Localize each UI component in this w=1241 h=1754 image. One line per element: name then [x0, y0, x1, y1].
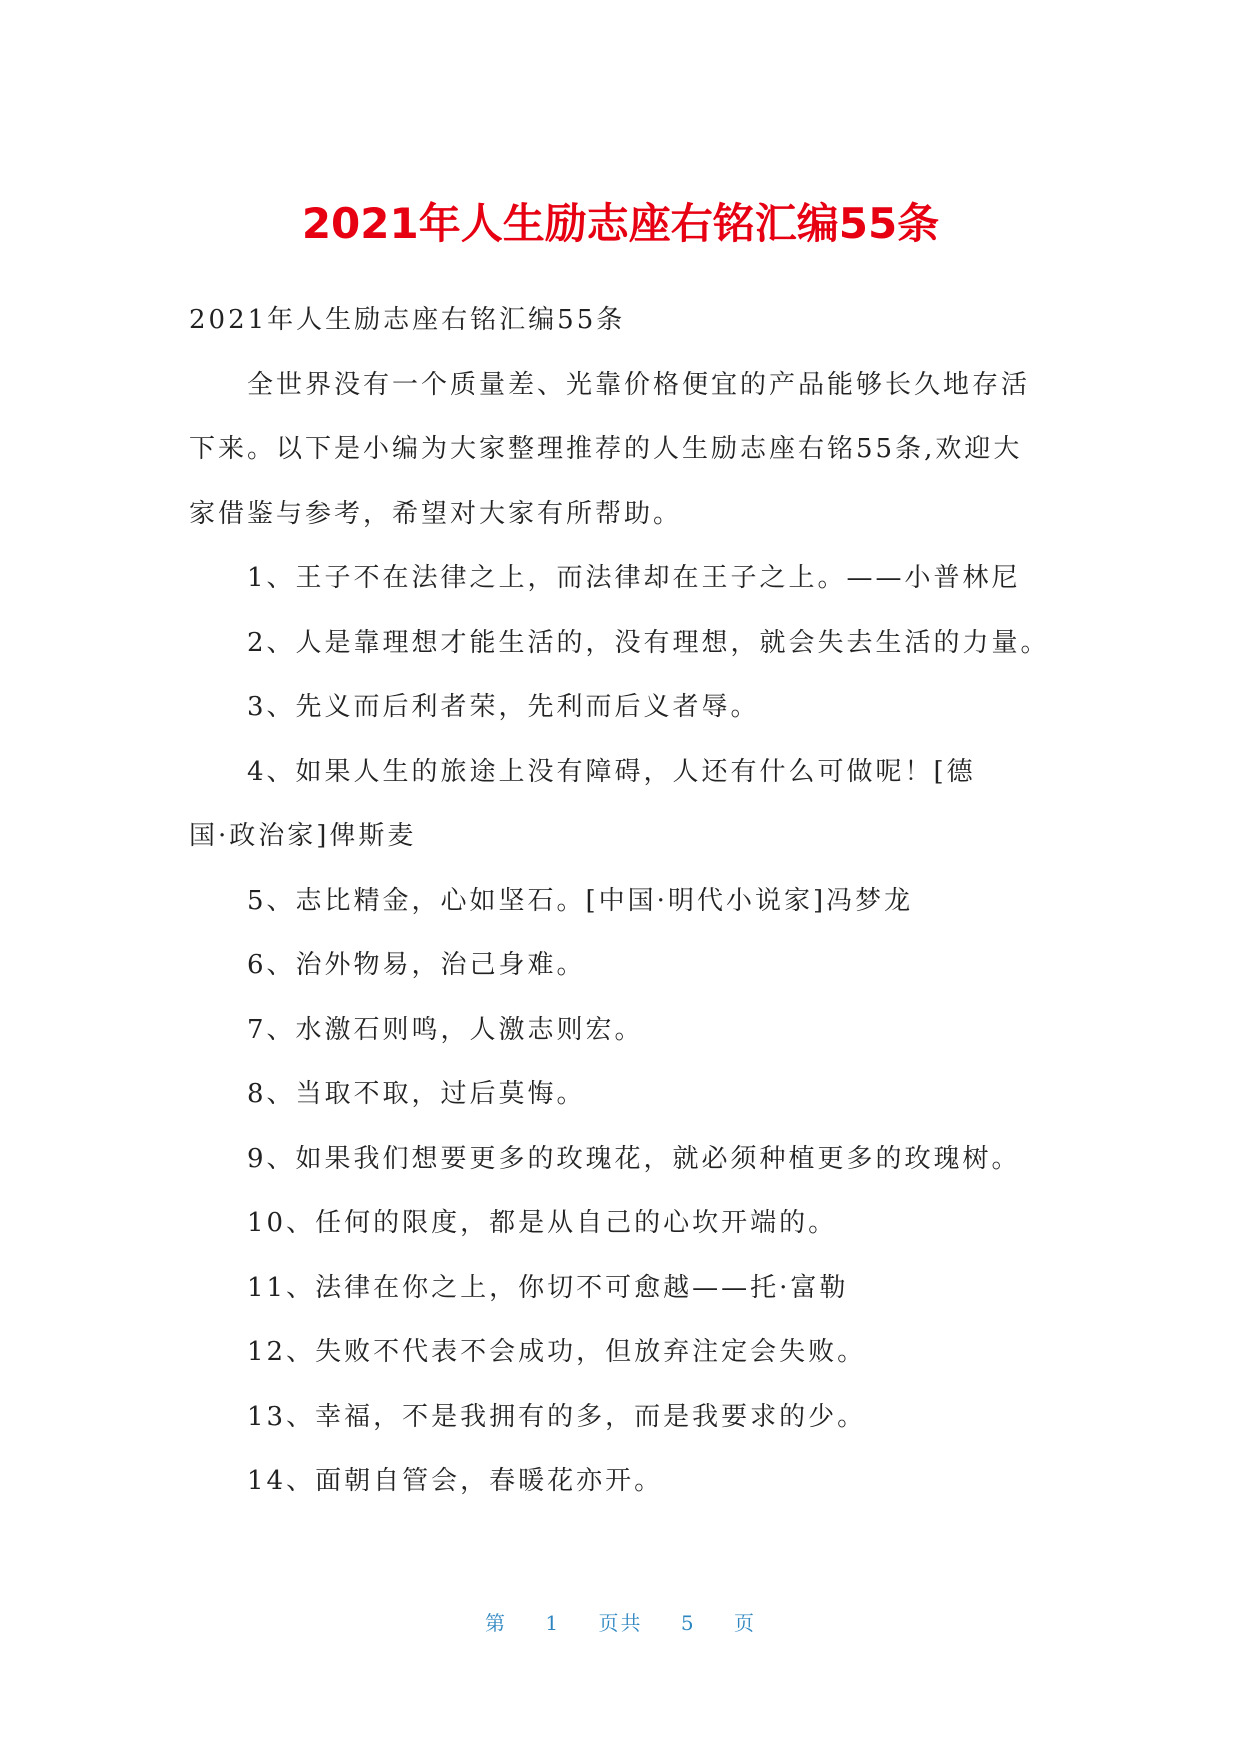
footer-suffix: 页	[733, 1611, 756, 1635]
intro-line-2: 下来。以下是小编为大家整理推荐的人生励志座右铭55条,欢迎大	[189, 434, 1023, 464]
document-subtitle: 2021年人生励志座右铭汇编55条	[189, 305, 626, 335]
quote-item-14: 14、面朝自管会，春暖花亦开。	[247, 1466, 664, 1496]
document-body	[189, 288, 1050, 1514]
footer-total-pages: 5	[680, 1611, 696, 1635]
intro-line-1: 全世界没有一个质量差、光靠价格便宜的产品能够长久地存活	[247, 369, 1031, 400]
quote-item-4-continued: 国·政治家]俾斯麦	[189, 821, 417, 851]
quote-item-7: 7、水激石则鸣，人激志则宏。	[247, 1014, 644, 1045]
footer-current-page: 1	[545, 1611, 561, 1635]
footer-prefix: 第	[485, 1611, 508, 1635]
quote-item-3: 3、先义而后利者荣，先利而后义者辱。	[247, 692, 760, 722]
quote-item-8: 8、当取不取，过后莫悔。	[247, 1079, 586, 1109]
quote-item-13: 13、幸福，不是我拥有的多，而是我要求的少。	[247, 1401, 867, 1432]
quote-item-10: 10、任何的限度，都是从自己的心坎开端的。	[247, 1208, 838, 1238]
footer-middle: 页共	[598, 1611, 643, 1635]
quote-item-9: 9、如果我们想要更多的玫瑰花，就必须种植更多的玫瑰树。	[247, 1143, 1021, 1174]
page-footer	[0, 1607, 1241, 1636]
quote-item-6: 6、治外物易，治己身难。	[247, 950, 586, 980]
document-title: 2021年人生励志座右铭汇编55条	[301, 199, 940, 248]
quote-item-4: 4、如果人生的旅途上没有障碍，人还有什么可做呢！[德	[247, 756, 976, 787]
quote-item-2: 2、人是靠理想才能生活的，没有理想，就会失去生活的力量。	[247, 627, 1050, 658]
quote-item-5: 5、志比精金，心如坚石。[中国·明代小说家]冯梦龙	[247, 885, 914, 916]
quote-item-11: 11、法律在你之上，你切不可愈越——托·富勒	[247, 1272, 849, 1303]
quote-item-12: 12、失败不代表不会成功，但放弃注定会失败。	[247, 1337, 867, 1367]
intro-line-3: 家借鉴与参考，希望对大家有所帮助。	[189, 498, 683, 529]
quote-item-1: 1、王子不在法律之上，而法律却在王子之上。——小普林尼	[247, 563, 1021, 593]
